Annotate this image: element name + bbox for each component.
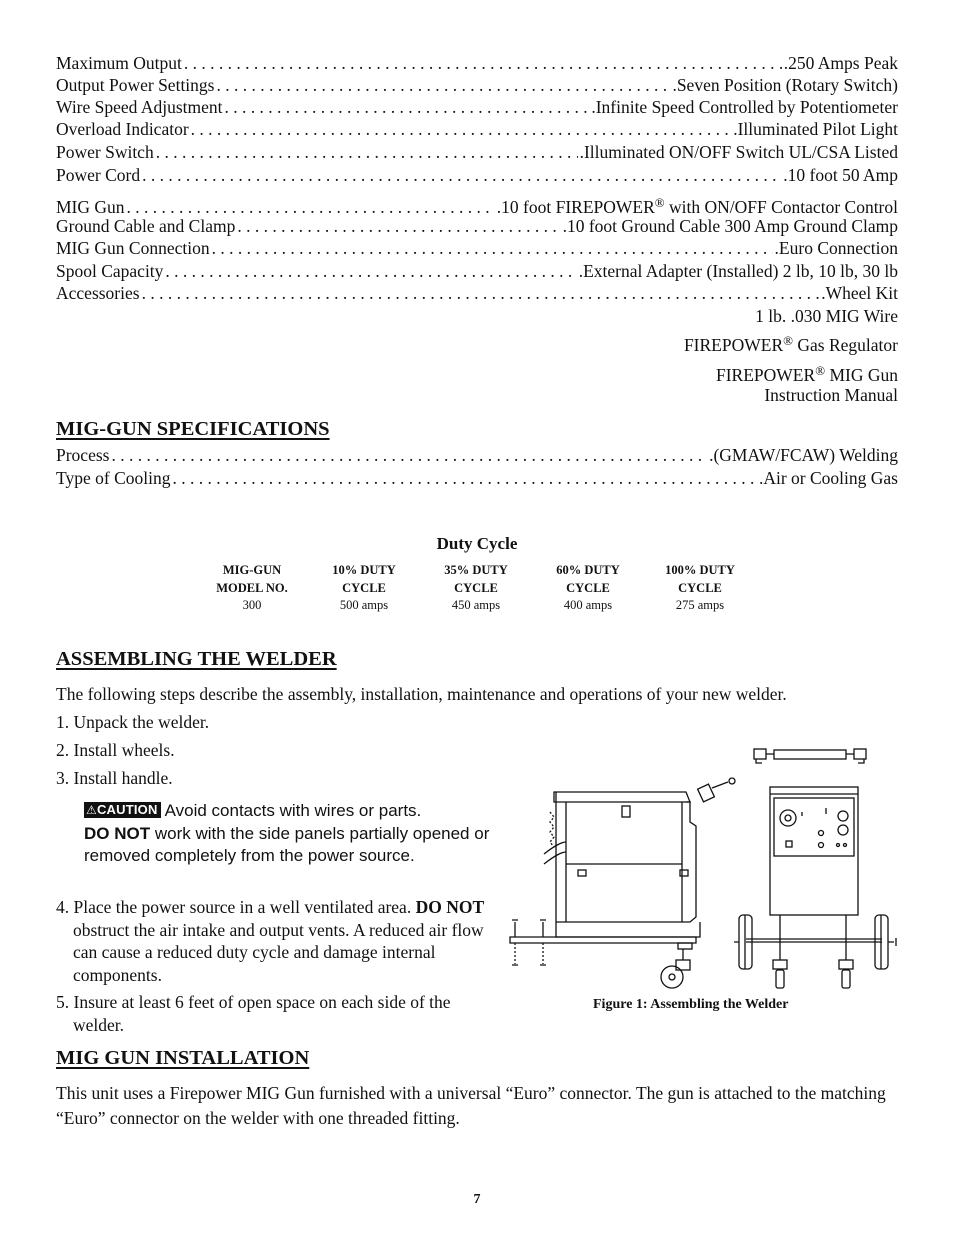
front-view-drawing	[734, 787, 896, 988]
spec-label: Process	[56, 445, 110, 465]
spec-value: .250 Amps Peak	[783, 53, 898, 73]
spec-row-output-power	[56, 74, 898, 96]
section-heading-assembling: ASSEMBLING THE WELDER	[56, 648, 337, 670]
duty-cycle-column: 35% DUTY CYCLE 450 amps	[444, 563, 508, 612]
spec-value: .10 foot FIREPOWER® with ON/OFF Contactor Control	[496, 195, 898, 217]
spec-row-mig-gun-connection	[56, 237, 898, 259]
section-heading-mig-gun-specs: MIG-GUN SPECIFICATIONS	[56, 418, 330, 440]
spec-row-power-switch	[56, 141, 898, 163]
spec-value: .Infinite Speed Controlled by Potentiometer	[591, 97, 898, 117]
mig-install-text: This unit uses a Firepower MIG Gun furnished with a universal “Euro” connector. The gun is attached to the matching “Euro” connector on the welder with one threaded fitting.	[56, 1083, 886, 1128]
spec-value: .Illuminated Pilot Light	[733, 119, 898, 139]
spool-adapter-drawing	[698, 778, 735, 802]
step-3: 3. Install handle.	[56, 768, 173, 788]
duty-cycle-column: MIG-GUN MODEL NO. 300	[216, 563, 288, 612]
spec-row-ground-cable	[56, 215, 898, 237]
accessory-item: FIREPOWER® MIG Gun	[716, 363, 898, 385]
spec-row-process	[56, 444, 898, 466]
caution-badge: ⚠CAUTION	[84, 802, 161, 818]
spec-value: .10 foot 50 Amp	[783, 165, 898, 185]
step-1: 1. Unpack the welder.	[56, 712, 210, 732]
duty-cycle-title: Duty Cycle	[436, 534, 518, 553]
spec-label: Maximum Output	[56, 53, 182, 73]
step-2: 2. Install wheels.	[56, 740, 175, 760]
assembling-intro: The following steps describe the assembly, installation, maintenance and operations of your new welder.	[56, 684, 787, 704]
duty-cycle-column: 60% DUTY CYCLE 400 amps	[556, 563, 620, 612]
spec-row-cooling	[56, 467, 898, 489]
accessory-item: 1 lb. .030 MIG Wire	[755, 306, 898, 326]
welder-assembly-figure	[450, 742, 904, 994]
spec-label: Spool Capacity	[56, 261, 164, 281]
step-5: 5. Insure at least 6 feet of open space on each side of the welder.	[56, 992, 451, 1035]
step-4: 4. Place the power source in a well ventilated area. DO NOT obstruct the air intake and output vents. A reduced air flow can cause a reduced duty cycle and damage internal components.	[56, 897, 485, 985]
section-heading-mig-install: MIG GUN INSTALLATION	[56, 1047, 310, 1069]
spec-label: Output Power Settings	[56, 75, 215, 95]
spec-row-spool-capacity	[56, 260, 898, 282]
spec-value: .Wheel Kit	[821, 283, 898, 303]
spec-row-accessories	[56, 282, 898, 304]
accessory-item: Instruction Manual	[764, 385, 898, 405]
spec-label: Wire Speed Adjustment	[56, 97, 223, 117]
spec-label: Type of Cooling	[56, 468, 171, 488]
spec-value: .Air or Cooling Gas	[758, 468, 898, 488]
spec-row-overload-indicator	[56, 118, 898, 140]
spec-row-wire-speed	[56, 96, 898, 118]
duty-cycle-column: 10% DUTY CYCLE 500 amps	[332, 563, 396, 612]
duty-cycle-column: 100% DUTY CYCLE 275 amps	[665, 563, 735, 612]
spec-label: Power Cord	[56, 165, 141, 185]
spec-label: Power Switch	[56, 142, 154, 162]
spec-value: .Seven Position (Rotary Switch)	[672, 75, 898, 95]
figure-caption: Figure 1: Assembling the Welder	[593, 997, 789, 1012]
spec-label: MIG Gun	[56, 197, 125, 217]
spec-value: .Euro Connection	[774, 238, 898, 258]
accessory-item: FIREPOWER® Gas Regulator	[683, 333, 898, 355]
caution-notice: ⚠CAUTION Avoid contacts with wires or parts. DO NOT work with the side panels partially opened or removed completely from the power source.	[84, 801, 490, 865]
spec-value: .External Adapter (Installed) 2 lb, 10 lb, 30 lb	[578, 261, 898, 281]
spec-value: .Illuminated ON/OFF Switch UL/CSA Listed	[579, 142, 898, 162]
spec-value: .(GMAW/FCAW) Welding	[709, 445, 898, 465]
spec-row-power-cord	[56, 164, 898, 186]
spec-value: .10 foot Ground Cable 300 Amp Ground Clamp	[562, 216, 898, 236]
warning-triangle-icon: ⚠	[86, 803, 97, 817]
side-view-drawing	[510, 792, 700, 988]
spec-label: Ground Cable and Clamp	[56, 216, 236, 236]
spec-label: MIG Gun Connection	[56, 238, 210, 258]
page-number: 7	[473, 1192, 481, 1207]
spec-row-maximum-output	[56, 52, 898, 74]
spec-label: Accessories	[56, 283, 140, 303]
handle-drawing	[754, 749, 866, 763]
spec-label: Overload Indicator	[56, 119, 189, 139]
duty-cycle-table	[196, 562, 756, 615]
